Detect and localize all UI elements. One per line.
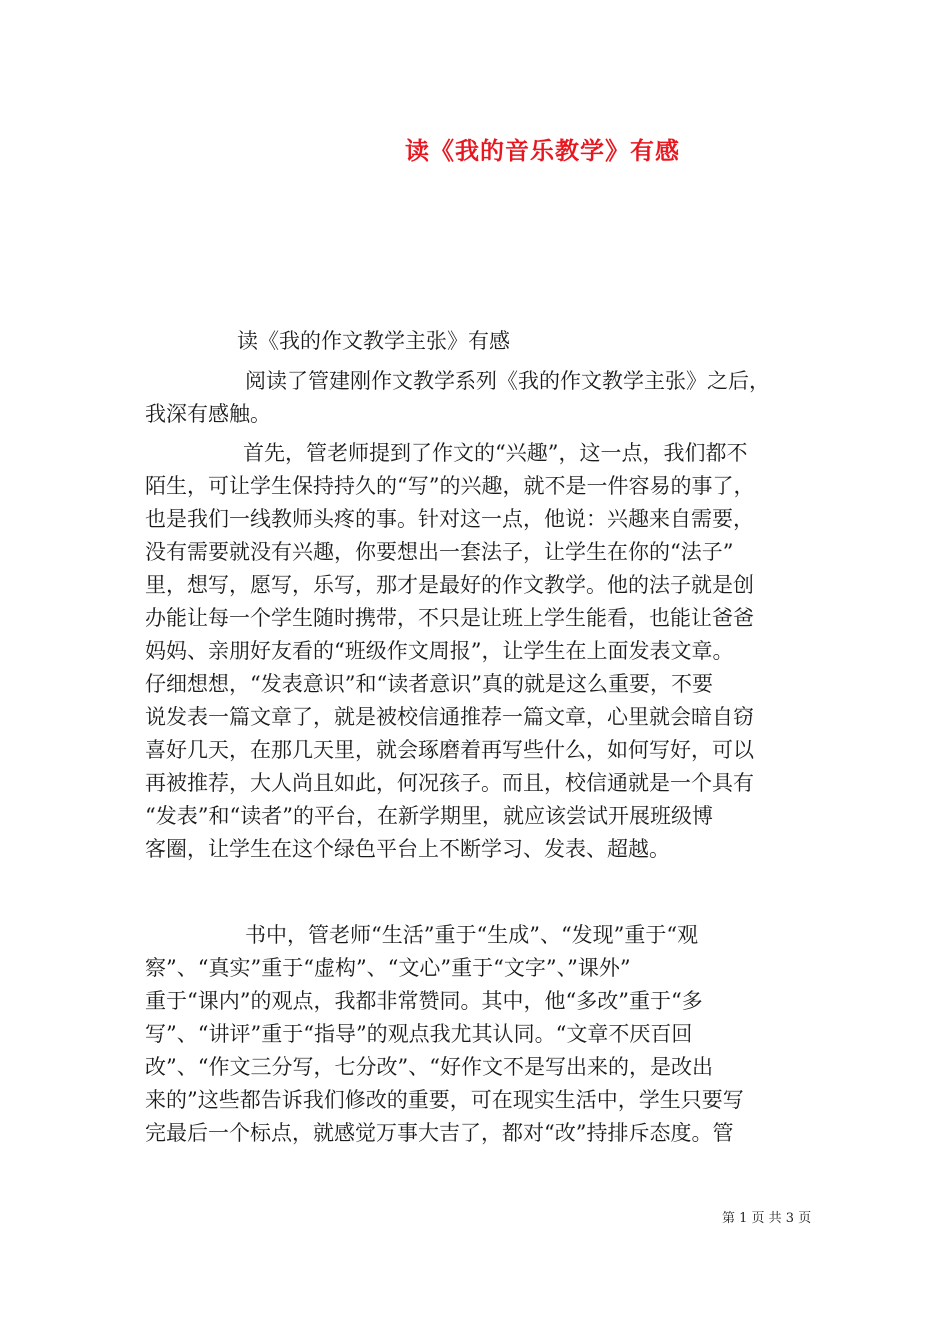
page-number-footer: 第 1 页 共 3 页 [722,1211,812,1226]
paragraph-line: 办能让每一个学生随时携带，不只是让班上学生能看，也能让爸爸 [145,606,754,630]
paragraph-line: 也是我们一线教师头疼的事。针对这一点，他说：兴趣来自需要， [145,507,754,531]
paragraph-line: 妈妈、亲朋好友看的“班级作文周报”，让学生在上面发表文章。 [145,639,734,663]
article-heading: 读《我的作文教学主张》有感 [237,329,510,353]
paragraph-line: 喜好几天，在那几天里，就会琢磨着再写些什么，如何写好，可以 [145,738,754,762]
paragraph-line: 完最后一个标点，就感觉万事大吉了，都对“改”持排斥态度。管 [145,1121,734,1145]
paragraph-line: “发表”和“读者”的平台，在新学期里，就应该尝试开展班级博 [145,804,713,828]
paragraph-line: 改”、“作文三分写，七分改”、“好作文不是写出来的，是改出 [145,1055,713,1079]
paragraph-line: 阅读了管建刚作文教学系列《我的作文教学主张》之后， [245,369,770,393]
paragraph-line: 陌生，可让学生保持持久的“写”的兴趣，就不是一件容易的事了， [145,474,755,498]
paragraph-line: 里，想写，愿写，乐写，那才是最好的作文教学。他的法子就是创 [145,573,754,597]
paragraph-line: 来的”这些都告诉我们修改的重要，可在现实生活中，学生只要写 [145,1088,744,1112]
paragraph-line: 书中，管老师“生活”重于“生成”、“发现”重于“观 [245,923,699,947]
paragraph-line: 没有需要就没有兴趣，你要想出一套法子，让学生在你的“法子” [145,540,734,564]
paragraph-line: 我深有感触。 [145,402,271,426]
paragraph-line: 再被推荐，大人尚且如此，何况孩子。而且，校信通就是一个具有 [145,771,754,795]
paragraph-line: 首先，管老师提到了作文的“兴趣”，这一点，我们都不 [243,441,748,465]
paragraph-line: 写”、“讲评”重于“指导”的观点我尤其认同。“文章不厌百回 [145,1022,693,1046]
paragraph-line: 仔细想想，“发表意识”和“读者意识”真的就是这么重要，不要 [145,672,713,696]
paragraph-line: 察”、“真实”重于“虚构”、“文心”重于“文字”、”课外” [145,956,631,980]
paragraph-line: 说发表一篇文章了，就是被校信通推荐一篇文章，心里就会暗自窃 [145,705,754,729]
document-title: 读《我的音乐教学》有感 [405,136,680,165]
paragraph-line: 重于“课内”的观点，我都非常赞同。其中，他“多改”重于“多 [145,989,703,1013]
paragraph-line: 客圈，让学生在这个绿色平台上不断学习、发表、超越。 [145,837,670,861]
